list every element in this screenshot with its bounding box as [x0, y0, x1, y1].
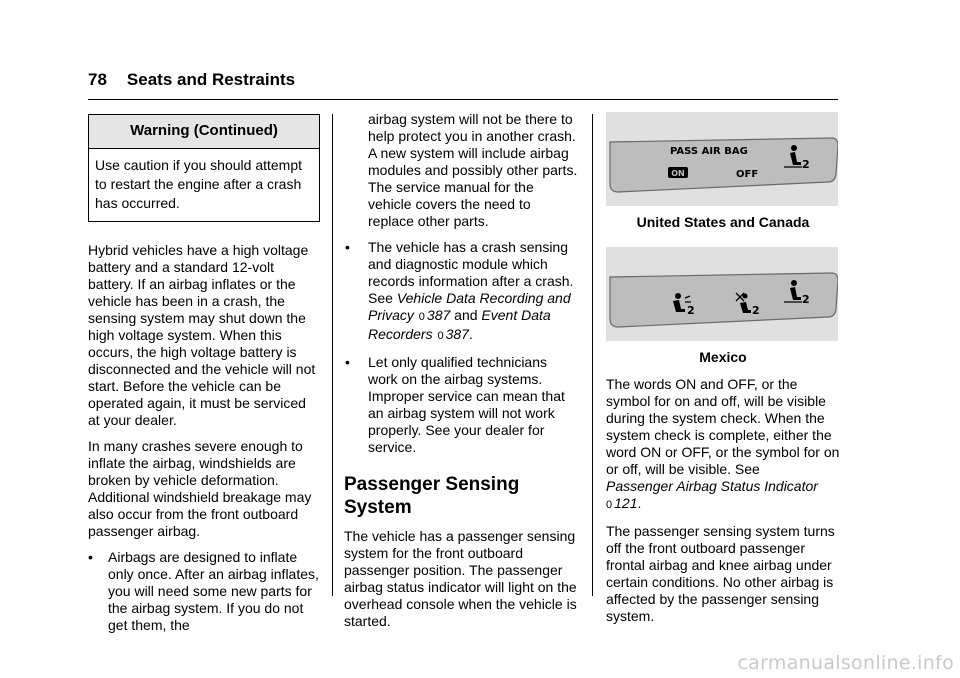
xref-page[interactable]: 121 [614, 495, 638, 511]
column-divider-2 [592, 114, 593, 596]
header-rule [88, 99, 838, 100]
xref-event-data-recorders[interactable]: Event Data Recorders [368, 307, 551, 342]
figure-us-canada [606, 112, 838, 206]
figure-mexico [606, 247, 838, 341]
system-check-text: The words ON and OFF, or the symbol for on and off, will be visible during the system check. When the system check is complete, either the word ON or OFF, or the symbol for on or off, will be visible. See [606, 376, 840, 477]
page-ref-icon: 0 [606, 499, 613, 511]
list-item-continued [344, 111, 580, 230]
section-title: Seats and Restraints [126, 70, 296, 89]
warning-box [88, 114, 320, 222]
icon-number: 2 [802, 293, 810, 306]
xref-passenger-airbag-status[interactable]: Passenger Airbag Status Indicator [606, 478, 818, 494]
watermark: carmanualsonline.info [737, 652, 954, 674]
system-check-paragraph: The words ON and OFF, or the symbol for on and off, will be visible during the system check. When the system check is complete, either the word ON or OFF, or the symbol for on or off, will be visible. See Passenger Airbag Status Indicator 0 121. [606, 376, 840, 511]
xref-page[interactable]: 387 [445, 326, 469, 342]
page-number: 78 [88, 70, 107, 89]
figure-caption-us-canada: United States and Canada [636, 214, 810, 230]
list-item [88, 549, 320, 634]
see-label: See [368, 290, 393, 306]
page-header [88, 70, 295, 90]
xref-vehicle-data-recording[interactable]: Vehicle Data Recording and Privacy [368, 290, 571, 323]
icon-number: 2 [802, 158, 810, 171]
bullet-marker: • [345, 239, 350, 255]
and-label: and [454, 307, 478, 323]
warning-body: Use caution if you should attempt to restart the engine after a crash has occurred. [89, 148, 319, 221]
column-1 [88, 114, 320, 643]
column-2 [344, 111, 580, 639]
page-ref-icon: 0 [418, 311, 425, 323]
sensing-system-paragraph: The passenger sensing system turns off the front outboard passenger frontal airbag and knee airbag under certain conditions. No other airbag is affected by the passenger sensing system. [606, 523, 835, 624]
bullet-text: Airbags are designed to inflate only once. After an airbag inflates, you will need some new parts for the airbag system. If you do not get them, the [108, 549, 319, 633]
off-label: OFF [736, 169, 759, 180]
windshield-paragraph: In many crashes severe enough to inflate the airbag, windshields are broken by vehicle deformation. Additional windshield breakage may also occur from the front outboard passenger airbag. [88, 438, 312, 539]
bullet-text: airbag system will not be there to help protect you in another crash. A new system will include airbag modules and possibly other parts. The service manual for the vehicle covers the need to replace other parts. [368, 111, 578, 229]
xref-page[interactable]: 387 [426, 307, 451, 323]
section-heading: Passenger Sensing System [344, 474, 520, 518]
on-label: ON [671, 169, 685, 178]
list-item: • The vehicle has a crash sensing and diagnostic module which records information after a crash. See Vehicle Data Recording and Privacy 0 387 and Event Data Recorders 0 387. [345, 239, 574, 342]
bullet-text: The vehicle has a crash sensing and diagnostic module which records information after a crash. [368, 239, 574, 289]
column-divider-1 [332, 114, 333, 596]
page-ref-icon: 0 [437, 330, 444, 342]
bullet-marker: • [88, 549, 93, 565]
figure-caption-mexico: Mexico [699, 349, 747, 365]
bullet-marker: • [345, 354, 350, 370]
section-paragraph: The vehicle has a passenger sensing system for the front outboard passenger position. The passenger airbag status indicator will light on the overhead console when the vehicle is started. [344, 528, 577, 629]
bullet-text: Let only qualified technicians work on the airbag systems. Improper service can mean that an airbag system will not work properly. See your dealer for service. [368, 354, 565, 455]
icon-number: 2 [687, 304, 695, 317]
hybrid-paragraph: Hybrid vehicles have a high voltage battery and a standard 12-volt battery. If an airbag inflates or the vehicle has been in a crash, the sensing system may shut down the high voltage system. When this occurs, the high voltage battery is disconnected and the vehicle will not start. Before the vehicle can be operated again, it must be serviced at your dealer. [88, 242, 316, 428]
warning-title: Warning (Continued) [89, 115, 319, 148]
column-3 [606, 112, 840, 634]
list-item [344, 354, 580, 456]
pass-air-bag-label: PASS AIR BAG [670, 146, 748, 157]
icon-number: 2 [752, 304, 760, 317]
